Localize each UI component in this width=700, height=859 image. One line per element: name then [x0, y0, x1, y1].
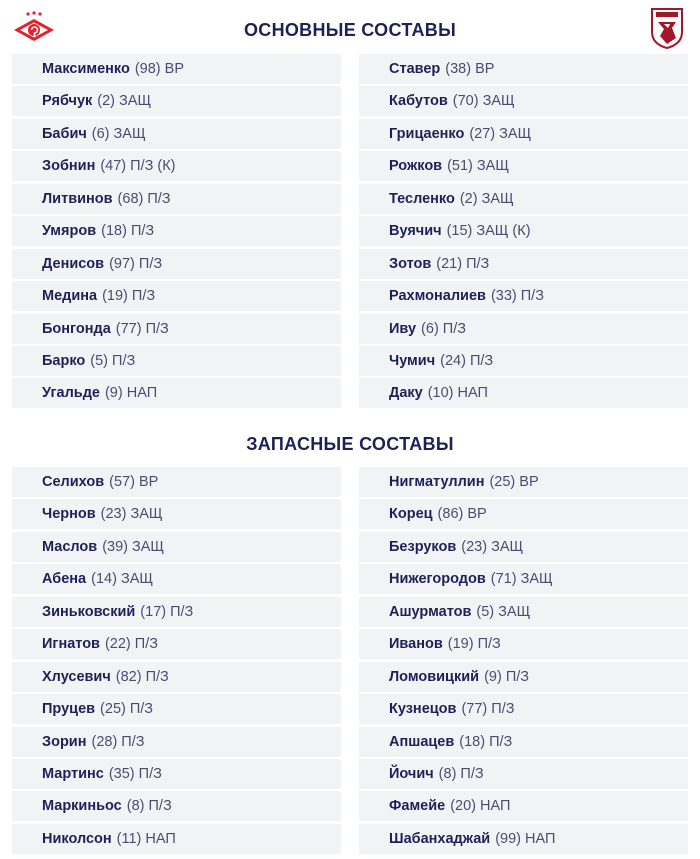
player-row [12, 824, 341, 854]
player-row [12, 662, 341, 692]
player-name: Рахмоналиев [389, 288, 486, 305]
player-name: Угальде [42, 385, 100, 402]
player-name: Рябчук [42, 93, 93, 110]
player-number-position: (2) ЗАЩ [459, 190, 514, 207]
player-number-position: (8) П/З [126, 798, 172, 815]
player-row [12, 378, 341, 408]
player-name: Нижегородов [389, 571, 486, 588]
player-number-position: (10) НАП [427, 385, 488, 402]
main-lineups [12, 54, 688, 411]
player-row [12, 532, 341, 562]
subs-lineups [12, 467, 688, 856]
player-number-position: (22) П/З [104, 636, 158, 653]
player-name: Мартинс [42, 765, 104, 782]
player-row [359, 281, 688, 311]
home-main-lineup [12, 54, 341, 411]
player-row [12, 119, 341, 149]
player-number-position: (97) П/З [109, 255, 163, 272]
player-number-position: (35) П/З [108, 765, 162, 782]
player-row [12, 346, 341, 376]
player-number-position: (33) П/З [490, 288, 544, 305]
player-row [359, 216, 688, 246]
player-name: Йочич [389, 765, 434, 782]
player-row [12, 467, 341, 497]
player-number-position: (51) ЗАЩ [447, 158, 509, 175]
main-lineups-title: ОСНОВНЫЕ СОСТАВЫ [243, 19, 456, 40]
player-name: Игнатов [42, 636, 100, 653]
away-subs-lineup [359, 467, 688, 856]
player-number-position: (15) ЗАЩ (К) [446, 223, 531, 240]
player-name: Маслов [42, 538, 98, 555]
player-name: Иванов [389, 636, 443, 653]
player-number-position: (6) П/З [421, 320, 467, 337]
player-number-position: (99) НАП [495, 830, 556, 847]
player-row [12, 791, 341, 821]
player-number-position: (14) ЗАЩ [91, 571, 153, 588]
player-row [359, 759, 688, 789]
player-number-position: (86) ВР [437, 506, 487, 523]
player-name: Литвинов [42, 190, 113, 207]
player-name: Грицаенко [389, 125, 465, 142]
player-row [359, 694, 688, 724]
player-name: Кабутов [389, 93, 448, 110]
subs-lineups-title: ЗАПАСНЫЕ СОСТАВЫ [246, 433, 454, 454]
player-row [12, 694, 341, 724]
player-number-position: (21) П/З [436, 255, 490, 272]
player-number-position: (8) П/З [438, 765, 484, 782]
player-name: Ставер [389, 61, 441, 77]
home-subs-lineup [12, 467, 341, 856]
player-name: Маркиньос [42, 798, 122, 815]
player-row [359, 629, 688, 659]
player-row [359, 249, 688, 279]
player-number-position: (19) П/З [447, 636, 501, 653]
player-row [12, 86, 341, 116]
player-name: Тесленко [389, 190, 455, 207]
player-number-position: (25) П/З [100, 701, 154, 718]
player-name: Медина [42, 288, 98, 305]
player-number-position: (5) ЗАЩ [476, 603, 531, 620]
player-name: Максименко [42, 61, 130, 77]
player-name: Ломовицкий [389, 668, 480, 685]
player-number-position: (2) ЗАЩ [97, 93, 152, 110]
player-number-position: (39) ЗАЩ [102, 538, 165, 555]
player-number-position: (77) П/З [115, 320, 169, 337]
player-name: Зотов [389, 255, 432, 272]
player-row [359, 824, 688, 854]
player-name: Ашурматов [389, 603, 472, 620]
subs-lineups-header [0, 428, 700, 460]
player-number-position: (27) ЗАЩ [469, 125, 532, 142]
player-row [359, 467, 688, 497]
player-row [12, 314, 341, 344]
player-number-position: (20) НАП [450, 798, 511, 815]
player-name: Рожков [389, 158, 443, 175]
player-name: Селихов [42, 474, 105, 490]
player-name: Абена [42, 571, 87, 588]
player-name: Барко [42, 352, 86, 369]
player-number-position: (11) НАП [116, 830, 176, 847]
player-number-position: (18) П/З [459, 733, 513, 750]
player-number-position: (5) П/З [90, 352, 136, 369]
player-row [359, 499, 688, 529]
player-number-position: (9) П/З [484, 668, 530, 685]
player-row [12, 151, 341, 181]
player-row [359, 564, 688, 594]
player-row [359, 54, 688, 84]
player-name: Бонгонда [42, 320, 111, 337]
player-number-position: (25) ВР [489, 474, 539, 490]
player-row [12, 564, 341, 594]
player-name: Бабич [42, 125, 87, 142]
player-row [359, 184, 688, 214]
player-name: Даку [389, 385, 423, 402]
player-row [359, 119, 688, 149]
player-row [12, 597, 341, 627]
player-row [359, 597, 688, 627]
player-row [359, 151, 688, 181]
player-number-position: (18) П/З [101, 223, 155, 240]
player-row [12, 281, 341, 311]
player-number-position: (77) П/З [461, 701, 515, 718]
player-number-position: (28) П/З [91, 733, 145, 750]
player-row [12, 727, 341, 757]
player-name: Чумич [389, 352, 436, 369]
player-number-position: (47) П/З (К) [100, 158, 176, 175]
player-row [359, 86, 688, 116]
player-number-position: (24) П/З [440, 352, 494, 369]
player-row [359, 727, 688, 757]
player-number-position: (70) ЗАЩ [452, 93, 515, 110]
player-row [359, 314, 688, 344]
player-name: Зиньковский [42, 603, 136, 620]
player-name: Зорин [42, 733, 87, 750]
player-number-position: (9) НАП [104, 385, 158, 402]
player-name: Чернов [42, 506, 96, 523]
player-number-position: (82) П/З [115, 668, 169, 685]
player-row [359, 532, 688, 562]
player-name: Денисов [42, 255, 105, 272]
player-number-position: (71) ЗАЩ [490, 571, 553, 588]
player-name: Николсон [42, 830, 112, 847]
player-name: Кузнецов [389, 701, 457, 718]
player-row [359, 662, 688, 692]
away-main-lineup [359, 54, 688, 411]
player-number-position: (17) П/З [140, 603, 194, 620]
player-number-position: (6) ЗАЩ [91, 125, 146, 142]
player-row [359, 791, 688, 821]
player-row [12, 249, 341, 279]
player-name: Безруков [389, 538, 457, 555]
player-number-position: (68) П/З [117, 190, 171, 207]
player-row [12, 759, 341, 789]
player-name: Фамейе [389, 798, 446, 815]
player-number-position: (98) ВР [134, 61, 185, 77]
player-number-position: (23) ЗАЩ [461, 538, 524, 555]
player-name: Иву [389, 320, 417, 337]
player-name: Хлусевич [42, 668, 111, 685]
player-name: Корец [389, 506, 433, 523]
player-name: Шабанхаджай [389, 830, 491, 847]
player-name: Зобнин [42, 158, 96, 175]
player-name: Вуячич [389, 223, 442, 240]
player-number-position: (23) ЗАЩ [100, 506, 163, 523]
player-number-position: (38) ВР [445, 61, 495, 77]
player-row [12, 629, 341, 659]
player-row [359, 346, 688, 376]
player-row [12, 184, 341, 214]
player-row [359, 378, 688, 408]
player-row [12, 54, 341, 84]
player-row [12, 216, 341, 246]
player-number-position: (19) П/З [102, 288, 156, 305]
player-name: Апшацев [389, 733, 455, 750]
main-lineups-header [0, 14, 700, 46]
player-number-position: (57) ВР [109, 474, 159, 490]
player-name: Пруцев [42, 701, 96, 718]
player-name: Умяров [42, 223, 97, 240]
player-row [12, 499, 341, 529]
player-name: Нигматуллин [389, 474, 485, 490]
